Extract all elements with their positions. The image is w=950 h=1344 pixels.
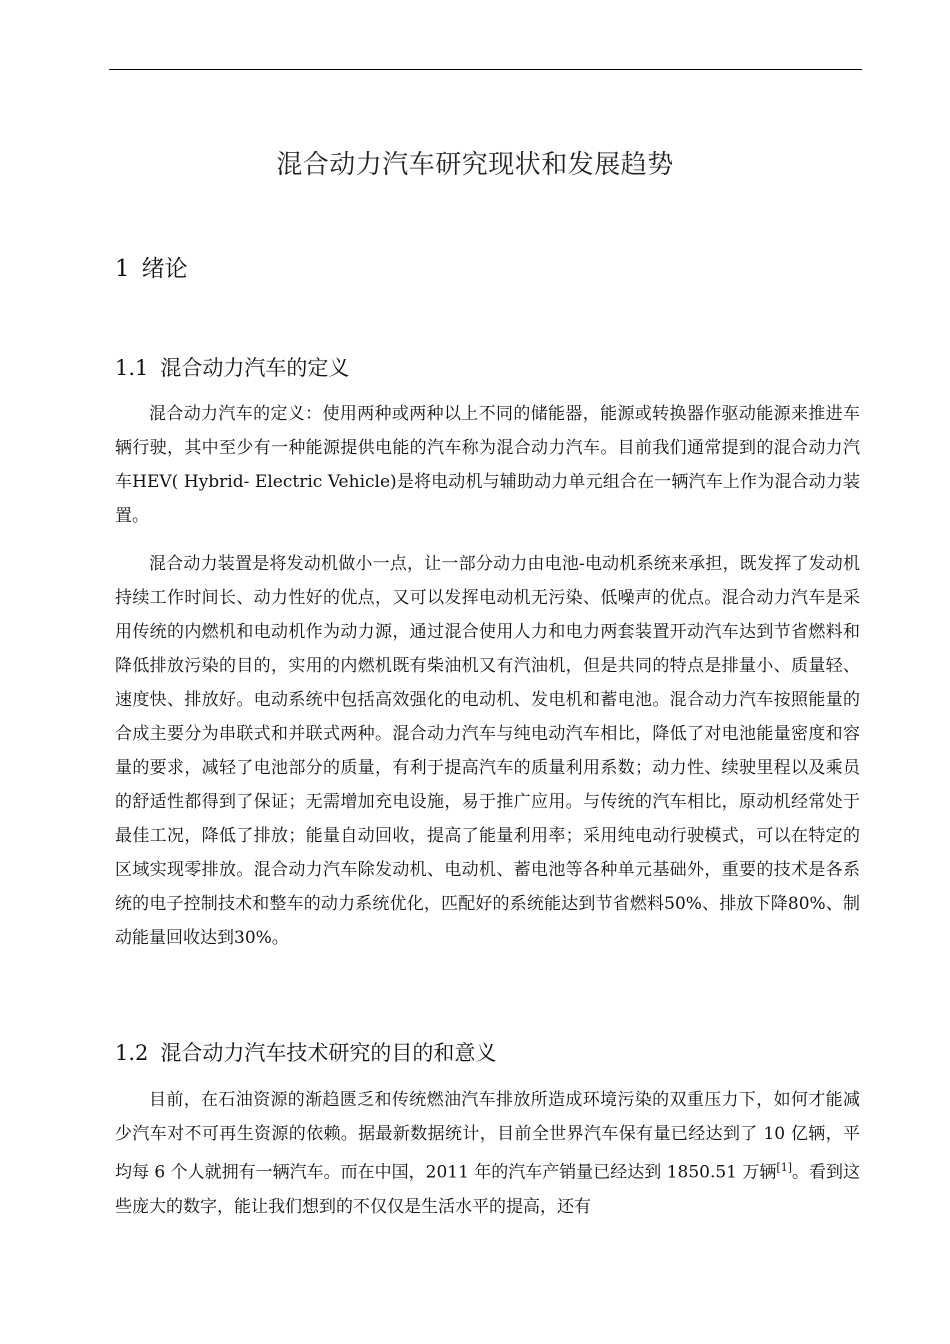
section-1-2-heading [115, 1037, 496, 1067]
section-number: 1.2 [115, 1041, 149, 1065]
paragraph-definition: 混合动力汽车的定义：使用两种或两种以上不同的储能器，能源或转换器作驱动能源来推进车辆行驶，其中至少有一种能源提供电能的汽车称为混合动力汽车。目前我们通常提到的混合动力汽车HEV( Hybrid- Electric Vehicle)是将电动机与辅助动力单元组合在一辆汽车上作为混合动力装置。 [115, 404, 860, 526]
section-1-heading [115, 250, 188, 283]
section-title: 混合动力汽车技术研究的目的和意义 [160, 1041, 497, 1065]
paragraph-text-continued: 。看到这些庞大的数字，能让我们想到的不仅仅是生活水平的提高，还有 [115, 1162, 860, 1217]
section-1-1-heading [115, 352, 349, 382]
paragraph-purpose [115, 1083, 860, 1224]
citation-reference[interactable]: [1] [776, 1161, 792, 1174]
paragraph-hybrid-device: 混合动力装置是将发动机做小一点，让一部分动力由电池-电动机系统来承担，既发挥了发动机持续工作时间长、动力性好的优点，又可以发挥电动机无污染、低噪声的优点。混合动力汽车是采用传统的内燃机和电动机作为动力源，通过混合使用人力和电力两套装置开动汽车达到节省燃料和降低排放污染的目的，实用的内燃机既有柴油机又有汽油机，但是共同的特点是排量小、质量轻、速度快、排放好。电动系统中包括高效强化的电动机、发电机和蓄电池。混合动力汽车按照能量的合成主要分为串联式和并联式两种。混合动力汽车与纯电动汽车相比，降低了对电池能量密度和容量的要求，减轻了电池部分的质量，有利于提高汽车的质量利用系数；动力性、续驶里程以及乘员的舒适性都得到了保证；无需增加充电设施，易于推广应用。与传统的汽车相比，原动机经常处于最佳工况，降低了排放；能量自动回收，提高了能量利用率；采用纯电动行驶模式，可以在特定的区域实现零排放。混合动力汽车除发动机、电动机、蓄电池等各种单元基础外，重要的技术是各系统的电子控制技术和整车的动力系统优化，匹配好的系统能达到节省燃料50%、排放下降80%、制动能量回收达到30%。 [115, 554, 860, 948]
section-title: 混合动力汽车的定义 [160, 356, 350, 380]
section-number: 1.1 [115, 356, 149, 380]
header-rule [109, 69, 862, 70]
paragraph-text: 目前，在石油资源的渐趋匮乏和传统燃油汽车排放所造成环境污染的双重压力下，如何才能减少汽车对不可再生资源的依赖。据最新数据统计，目前全世界汽车保有量已经达到了 10 亿辆，平均每 6 个人就拥有一辆汽车。而在中国，2011 年的汽车产销量已经达到 1850.51 万辆 [115, 1090, 860, 1183]
document-title: 混合动力汽车研究现状和发展趋势 [276, 150, 674, 180]
section-title: 绪论 [141, 256, 188, 282]
section-number: 1 [115, 256, 130, 282]
